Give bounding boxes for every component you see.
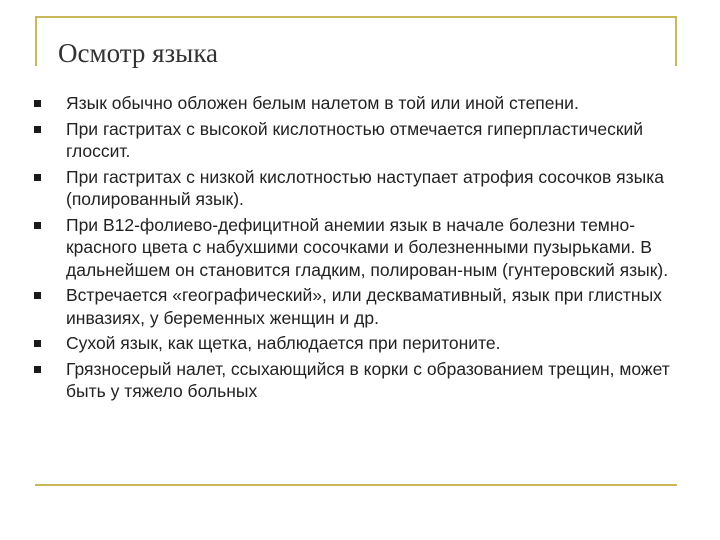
bullet-item-2 bbox=[34, 118, 694, 163]
bullet-item-5 bbox=[34, 284, 694, 329]
square-bullet-icon bbox=[34, 126, 41, 133]
square-bullet-icon bbox=[34, 100, 41, 107]
bullet-text: При В12-фолиево-дефицитной анемии язык в начале болезни темно-красного цвета с набухшими сосочками и болезненными пузырьками. В дальнейшем он становится гладким, полирован-ным (гунтеровский язык). bbox=[66, 214, 669, 280]
frame-top-line bbox=[35, 16, 677, 18]
square-bullet-icon bbox=[34, 222, 41, 229]
bullet-text: При гастритах с низкой кислотностью наступает атрофия сосочков языка (полированный язык). bbox=[66, 166, 665, 209]
bullet-text: Грязносерый налет, ссыхающийся в корки с образованием трещин, может быть у тяжело больных bbox=[66, 358, 670, 401]
bullet-text: При гастритах с высокой кислотностью отмечается гиперпластический глоссит. bbox=[66, 118, 644, 161]
bullet-item-1 bbox=[34, 92, 694, 115]
bullet-item-7 bbox=[34, 358, 694, 403]
square-bullet-icon bbox=[34, 366, 41, 373]
square-bullet-icon bbox=[34, 174, 41, 181]
bullet-list bbox=[34, 92, 694, 406]
bullet-text: Встречается «географический», или десквамативный, язык при глистных инвазиях, у беременных женщин и др. bbox=[66, 285, 662, 328]
square-bullet-icon bbox=[34, 340, 41, 347]
slide-title: Осмотр языка bbox=[58, 38, 219, 68]
bullet-item-6 bbox=[34, 332, 694, 355]
frame-right-line bbox=[675, 16, 677, 66]
bullet-text: Язык обычно обложен белым налетом в той или иной степени. bbox=[66, 93, 579, 113]
square-bullet-icon bbox=[34, 292, 41, 299]
frame-left-line bbox=[35, 16, 37, 66]
bullet-item-4 bbox=[34, 214, 694, 282]
bullet-item-3 bbox=[34, 166, 694, 211]
bottom-divider bbox=[35, 484, 677, 486]
bullet-text: Сухой язык, как щетка, наблюдается при перитоните. bbox=[66, 333, 501, 353]
